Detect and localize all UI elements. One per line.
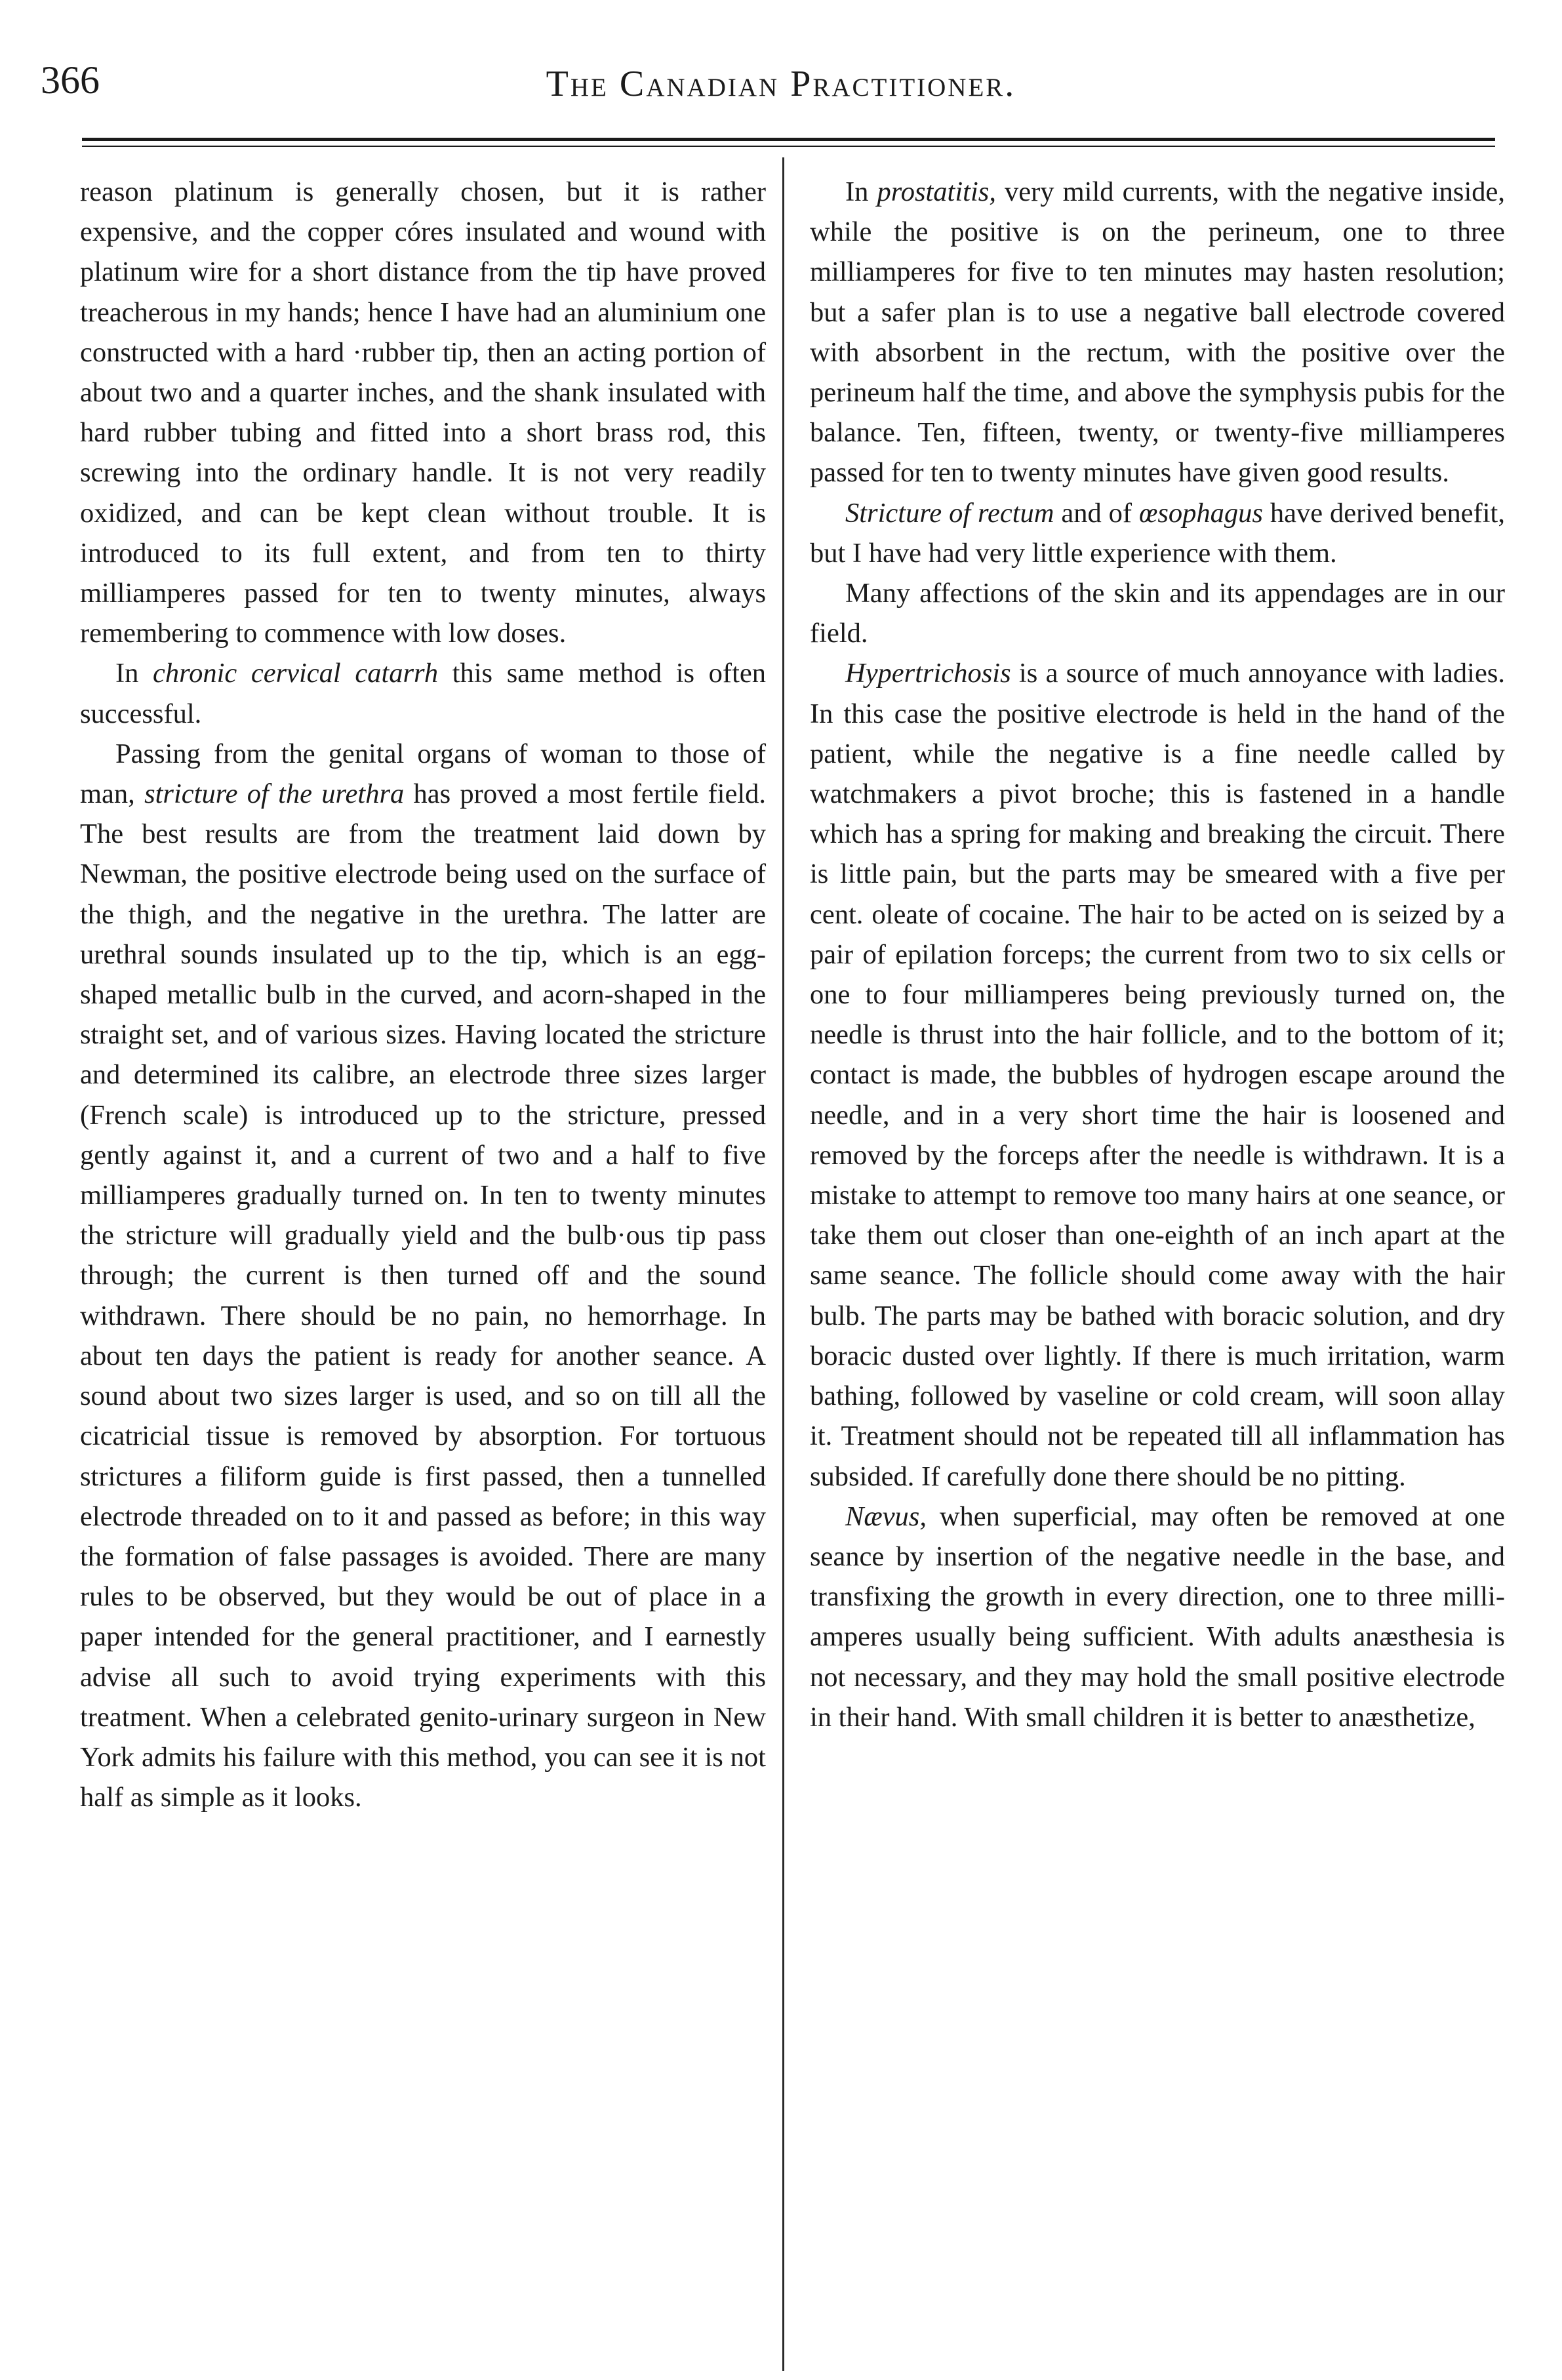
header-rule-thick	[82, 138, 1495, 141]
italic-term: prostatitis,	[877, 176, 996, 207]
italic-term: Nævus,	[845, 1501, 927, 1532]
paragraph-prostatitis: In prostatitis, very mild currents, with the negative inside, while the positive is on the perineum, one to three milliamperes for five to ten minutes may hasten resolution; but a safer plan is to use a negative ball electrode covered with absorbent in the rectum, with the positive over the perineum half the time, and above the symphysis pubis for the balance. Ten, fifteen, twenty, or twenty-five milliamperes passed for ten to twenty minutes have given good results.	[810, 176, 1505, 489]
italic-term: stricture of the urethra	[144, 778, 405, 810]
paragraph-continued: reason platinum is generally chosen, but it is rather expensive, and the copper córes insulated and wound with platinum wire for a short distance from the tip have proved treacherous in my hands; hence I have had an aluminium one constructed with a hard ·rubber tip, then an acting portion of about two and a quarter inches, and the shank insulated with hard rubber tubing and fitted into a short brass rod, this screwing into the ordinary handle. It is not very readily oxidized, and can be kept clean without trouble. It is introduced to its full extent, and from ten to thirty milliamperes passed for ten to twenty minutes, always remembering to commence with low doses.	[80, 176, 766, 649]
paragraph-chronic-cervical-catarrh: In chronic cervical catarrh this same method is often successful.	[80, 658, 766, 729]
running-title: The Canadian Practitioner.	[546, 64, 1016, 104]
column-divider	[782, 157, 784, 2371]
paragraph-naevus: Nævus, when superficial, may often be removed at one seance by insertion of the negative needle in the base, and transfixing the growth in every direction, one to three milliamperes usually being sufficient. With adults anæsthesia is not necessary, and they may hold the small positive electrode in their hand. With small children it is better to anæsthetize,	[810, 1501, 1505, 1733]
left-column	[80, 172, 766, 1817]
page-header	[0, 0, 1562, 157]
italic-term: Hypertrichosis	[845, 658, 1011, 689]
paragraph-skin-affections: Many affections of the skin and its appendages are in our field.	[810, 578, 1505, 649]
paragraph-hypertrichosis: Hypertrichosis is a source of much annoyance with ladies. In this case the positive electrode is held in the hand of the patient, while the negative is a fine needle called by watchmakers a pivot broche; this is fastened in a handle which has a spring for making and breaking the circuit. There is little pain, but the parts may be smeared with a five per cent. oleate of cocaine. The hair to be acted on is seized by a pair of epilation forceps; the current from two to six cells or one to four milliamperes being previously turned on, the needle is thrust into the hair follicle, and to the bottom of it; contact is made, the bubbles of hydrogen escape around the needle, and in a very short time the hair is loosened and removed by the forceps after the needle is withdrawn. It is a mistake to attempt to remove too many hairs at one seance, or take them out closer than one-eighth of an inch apart at the same seance. The follicle should come away with the hair bulb. The parts may be bathed with boracic solution, and dry boracic dusted over lightly. If there is much irritation, warm bathing, followed by vaseline or cold cream, will soon allay it. Treatment should not be repeated till all inflammation has subsided. If carefully done there should be no pitting.	[810, 658, 1505, 1492]
header-rule-thin	[82, 146, 1495, 147]
page-number: 366	[41, 58, 100, 102]
italic-term: œsophagus	[1139, 497, 1263, 529]
paragraph-stricture-of-urethra: Passing from the genital organs of woman to those of man, stricture of the urethra has proved a most fertile field. The best results are from the treatment laid down by Newman, the positive electrode being used on the surface of the thigh, and the negative in the urethra. The latter are urethral sounds insulated up to the tip, which is an egg-shaped metallic bulb in the curved, and acorn-shaped in the straight set, and of various sizes. Having located the stricture and determined its calibre, an electrode three sizes larger (French scale) is introduced up to the stricture, pressed gently against it, and a current of two and a half to five milliamperes gradually turned on. In ten to twenty minutes the stricture will gradually yield and the bulb·ous tip pass through; the current is then turned off and the sound withdrawn. There should be no pain, no hemorrhage. In about ten days the patient is ready for another seance. A sound about two sizes larger is used, and so on till all the cicatricial tissue is removed by absorption. For tortuous strictures a filiform guide is first passed, then a tunnelled electrode threaded on to it and passed as before; in this way the formation of false passages is avoided. There are many rules to be observed, but they would be out of place in a paper intended for the general practitioner, and I earnestly advise all such to avoid trying experiments with this treatment. When a celebrated genito-urinary surgeon in New York admits his failure with this method, you can see it is not half as simple as it looks.	[80, 738, 767, 1813]
right-column	[810, 172, 1505, 1737]
italic-term: chronic cervical catarrh	[153, 658, 439, 689]
italic-term: Stricture of rectum	[845, 497, 1054, 529]
paragraph-stricture-of-rectum: Stricture of rectum and of œsophagus have derived benefit, but I have had very little experience with them.	[810, 497, 1505, 569]
